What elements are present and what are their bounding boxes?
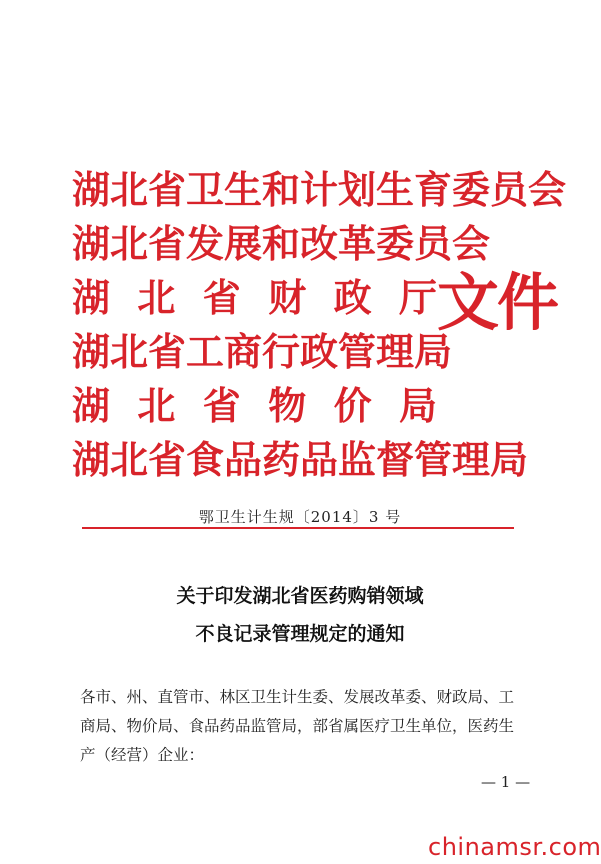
notice-title-line-2: 不良记录管理规定的通知 xyxy=(195,623,405,645)
addressee-paragraph: 各市、州、直管市、林区卫生计生委、发展改革委、财政局、工商局、物价局、食品药品监管局，部省属医疗卫生单位，医药生产（经营）企业： xyxy=(80,688,515,764)
red-divider-line xyxy=(82,527,514,529)
document-number: 鄂卫生计生规〔2014〕3 号 xyxy=(198,508,402,526)
issuer-food-drug-administration: 湖北省食品药品监督管理局 xyxy=(72,437,529,482)
issuer-finance-department: 湖北省财政厅 xyxy=(72,275,437,320)
issuer-industry-commerce-bureau: 湖北省工商行政管理局 xyxy=(72,329,453,374)
issuer-price-bureau: 湖北省物价局 xyxy=(72,383,437,428)
site-watermark: chinamsr.com xyxy=(428,833,601,861)
notice-title-line-1: 关于印发湖北省医药购销领域 xyxy=(176,585,424,607)
issuer-health-commission: 湖北省卫生和计划生育委员会 xyxy=(72,167,567,212)
document-label: 文件 xyxy=(437,266,558,339)
page-number: — 1 — xyxy=(481,773,531,791)
issuer-development-reform-commission: 湖北省发展和改革委员会 xyxy=(72,221,491,266)
